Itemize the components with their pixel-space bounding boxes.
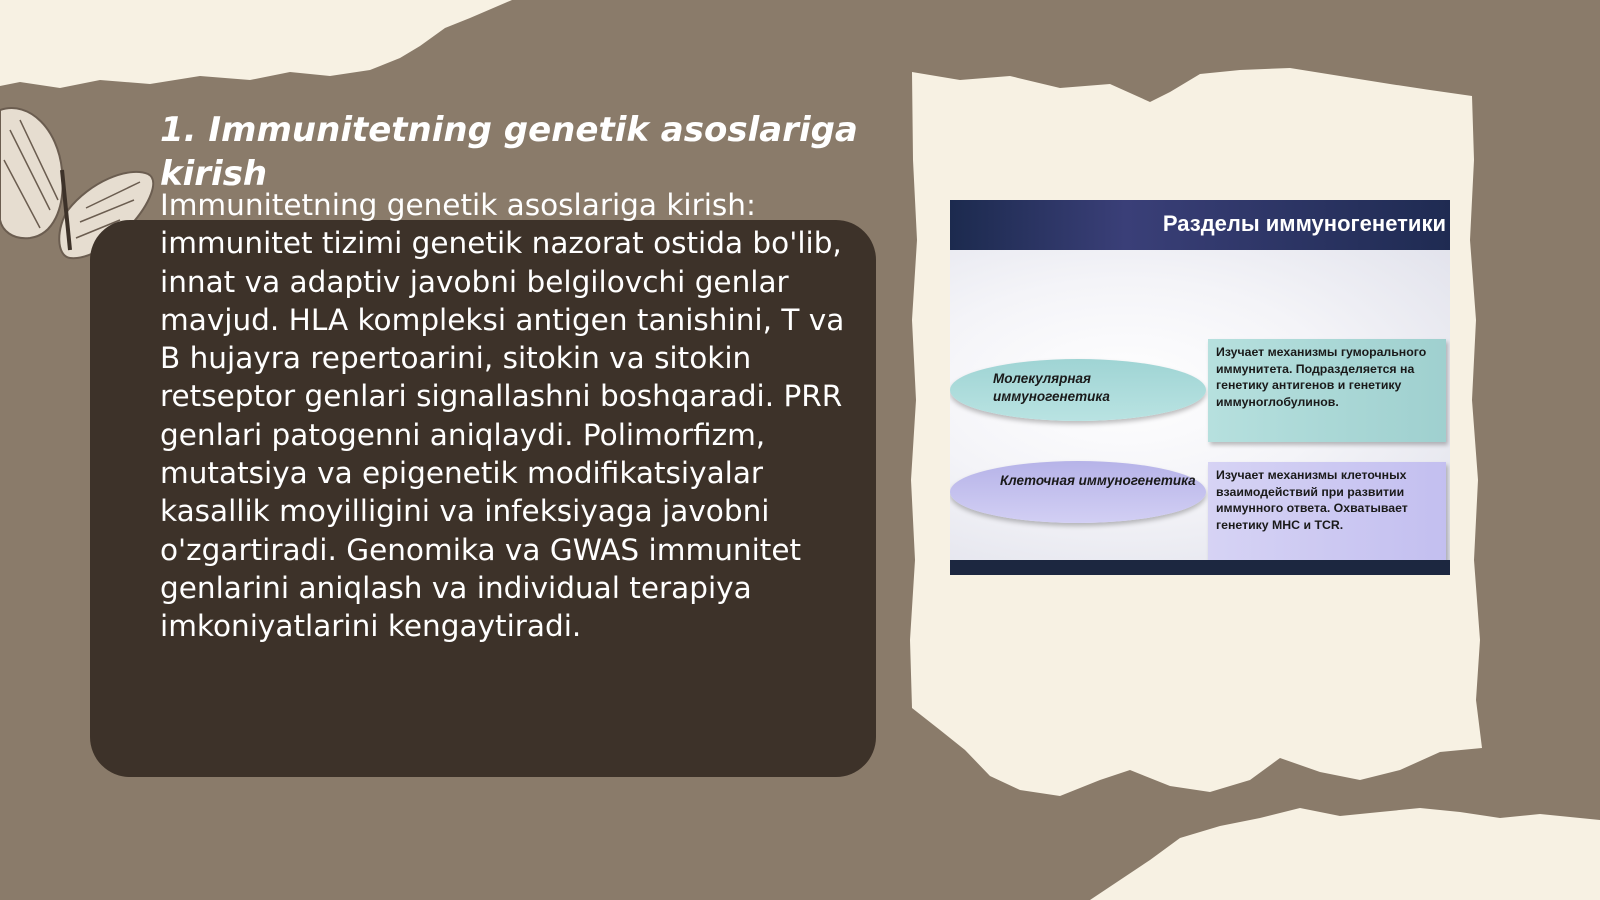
- embedded-slide-footer: [950, 560, 1450, 575]
- section-description-molecular: Изучает механизмы гуморального иммунитета. Подразделяется на генетику антигенов и генетику иммуноглобулинов.: [1208, 339, 1446, 442]
- section-oval-cellular: [950, 461, 1206, 523]
- embedded-slide-title: Разделы иммуногенетики: [1162, 211, 1446, 236]
- embedded-slide-header: [950, 200, 1450, 250]
- section-label-cellular: Клеточная иммуногенетика: [1000, 473, 1196, 488]
- section-label-molecular: Молекулярная иммуногенетика: [993, 371, 1110, 404]
- section-description-cellular: Изучает механизмы клеточных взаимодействий при развитии иммунного ответа. Охватывает генетику МНС и TCR.: [1208, 462, 1446, 566]
- slide-body: Immunitetning genetik asoslariga kirish: immunitet tizimi genetik nazorat ostida bo'lib, innat va adaptiv javobni belgilovchi genlar mavjud. HLA kompleksi antigen tanishini, T va B hujayra repertoarini, sitokin va sitokin retseptor genlari signallashni boshqaradi. PRR genlari patogenni aniqlaydi. Polimorfizm, mutatsiya va epigenetik modifikatsiyalar kasallik moyilligini va infeksiyaga javobni o'zgartiradi. Genomika va GWAS immunitet genlarini aniqlash va individual terapiya imkoniyatlarini kengaytiradi.: [160, 188, 845, 644]
- torn-paper-top-left: [0, 0, 512, 88]
- slide-title: 1. Immunitetning genetik asoslariga kirish: [160, 110, 858, 194]
- embedded-slide-content: [950, 250, 1450, 560]
- embedded-slide-image: [950, 200, 1450, 575]
- torn-paper-bottom-right: [1090, 808, 1600, 900]
